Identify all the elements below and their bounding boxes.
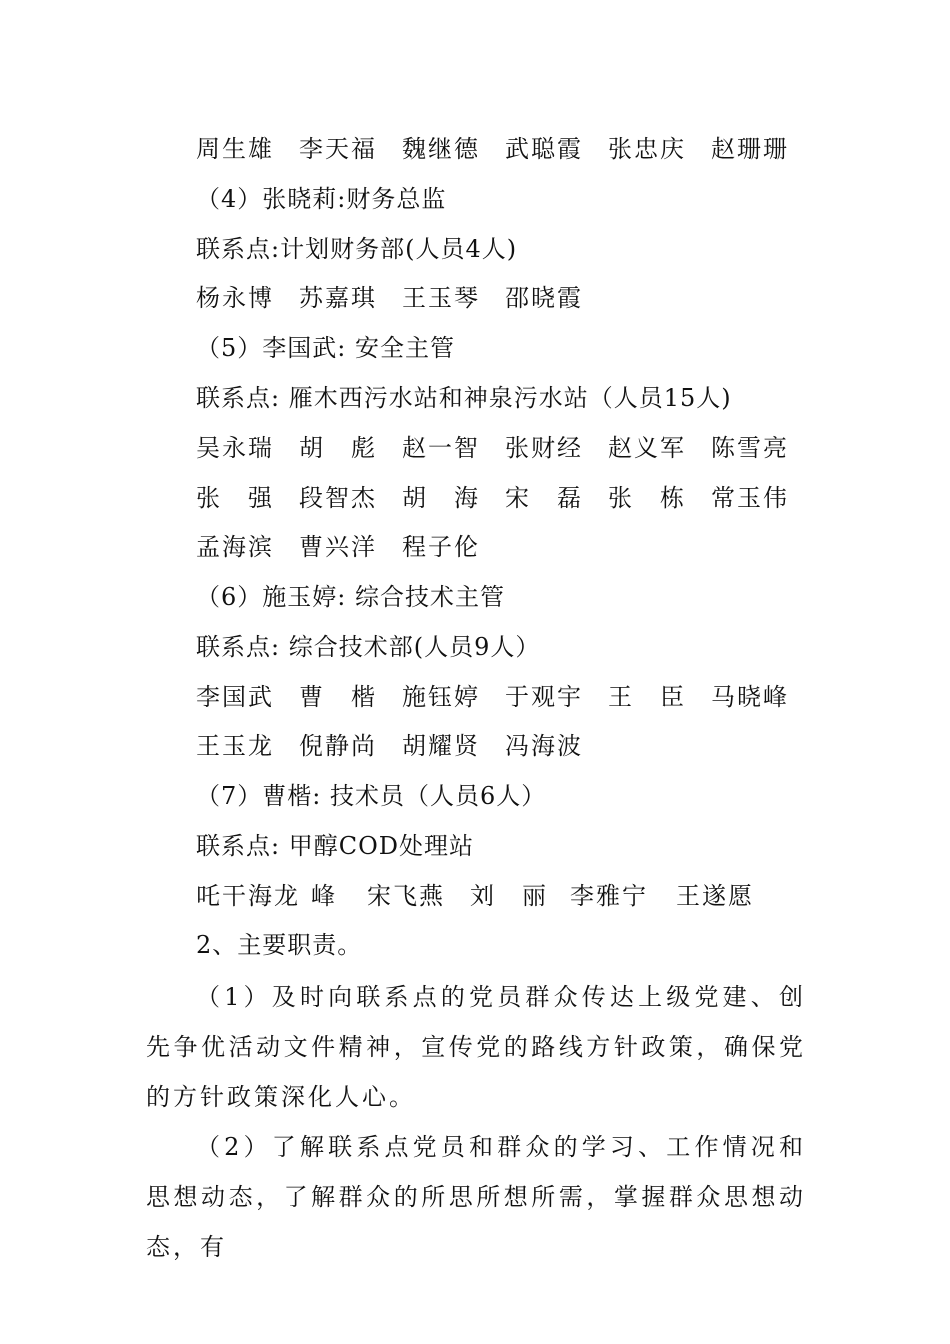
person-name: 程子伦 bbox=[402, 533, 480, 561]
person-name: 王遂愿 bbox=[676, 882, 754, 910]
person-name: 胡 彪 bbox=[299, 434, 377, 462]
person-name: 邵晓霞 bbox=[505, 284, 583, 312]
section-heading: 2、主要职责。 bbox=[196, 931, 363, 959]
name-list-row bbox=[196, 680, 816, 714]
contact-point: 联系点:计划财务部(人员4人) bbox=[196, 235, 518, 263]
person-name: 杨永博 bbox=[196, 284, 274, 312]
person-name: 刘 丽 bbox=[470, 882, 548, 910]
name-list-row bbox=[196, 879, 816, 913]
name-list-row bbox=[196, 132, 816, 166]
person-name: 孟海滨 bbox=[196, 533, 274, 561]
name-list-row bbox=[196, 281, 816, 315]
person-name: 马晓峰 bbox=[711, 683, 789, 711]
person-name: 常玉伟 bbox=[711, 484, 789, 512]
person-name: 陈雪亮 bbox=[711, 434, 789, 462]
person-name: 胡 海 bbox=[402, 484, 480, 512]
person-name: 王玉龙 bbox=[196, 732, 274, 760]
duty-paragraph: （1）及时向联系点的党员群众传达上级党建、创先争优活动文件精神，宣传党的路线方针政策，确保党的方针政策深化人心。 bbox=[146, 983, 806, 1111]
person-name: 武聪霞 bbox=[505, 135, 583, 163]
contact-point: 联系点: 综合技术部(人员9人） bbox=[196, 633, 541, 661]
person-name: 宋飞燕 bbox=[367, 882, 445, 910]
name-list-row bbox=[196, 530, 816, 564]
section-heading: （6）施玉婷: 综合技术主管 bbox=[196, 583, 505, 611]
person-name: 段智杰 bbox=[299, 484, 377, 512]
person-name: 冯海波 bbox=[505, 732, 583, 760]
duty-paragraph: （2）了解联系点党员和群众的学习、工作情况和思想动态，了解群众的所思所想所需，掌握群众思想动态，有 bbox=[146, 1133, 806, 1261]
person-name: 李天福 bbox=[299, 135, 377, 163]
person-name: 于观宇 bbox=[505, 683, 583, 711]
contact-point: 联系点: 雁木西污水站和神泉污水站（人员15人) bbox=[196, 384, 732, 412]
person-name: 赵珊珊 bbox=[711, 135, 789, 163]
name-list-row bbox=[196, 431, 816, 465]
section-heading: （7）曹楷: 技术员（人员6人） bbox=[196, 782, 547, 810]
person-name: 曹兴洋 bbox=[299, 533, 377, 561]
person-name: 王玉琴 bbox=[402, 284, 480, 312]
person-name: 张 强 bbox=[196, 484, 274, 512]
person-name: 胡耀贤 bbox=[402, 732, 480, 760]
person-name: 吴永瑞 bbox=[196, 434, 274, 462]
contact-point: 联系点: 甲醇COD处理站 bbox=[196, 832, 474, 860]
person-name: 峰 bbox=[311, 882, 337, 910]
person-name: 倪静尚 bbox=[299, 732, 377, 760]
person-name: 张 栋 bbox=[608, 484, 686, 512]
name-list-row bbox=[196, 729, 816, 763]
name-list-row bbox=[196, 481, 816, 515]
person-name: 宋 磊 bbox=[505, 484, 583, 512]
person-name: 吒干海龙 bbox=[196, 882, 300, 910]
person-name: 张忠庆 bbox=[608, 135, 686, 163]
person-name: 赵一智 bbox=[402, 434, 480, 462]
person-name: 苏嘉琪 bbox=[299, 284, 377, 312]
person-name: 魏继德 bbox=[402, 135, 480, 163]
person-name: 周生雄 bbox=[196, 135, 274, 163]
person-name: 施钰婷 bbox=[402, 683, 480, 711]
person-name: 王 臣 bbox=[608, 683, 686, 711]
person-name: 张财经 bbox=[505, 434, 583, 462]
section-heading: （5）李国武: 安全主管 bbox=[196, 334, 455, 362]
person-name: 赵义军 bbox=[608, 434, 686, 462]
section-heading: （4）张晓莉:财务总监 bbox=[196, 185, 447, 213]
person-name: 曹 楷 bbox=[299, 683, 377, 711]
person-name: 李国武 bbox=[196, 683, 274, 711]
person-name: 李雅宁 bbox=[570, 882, 648, 910]
